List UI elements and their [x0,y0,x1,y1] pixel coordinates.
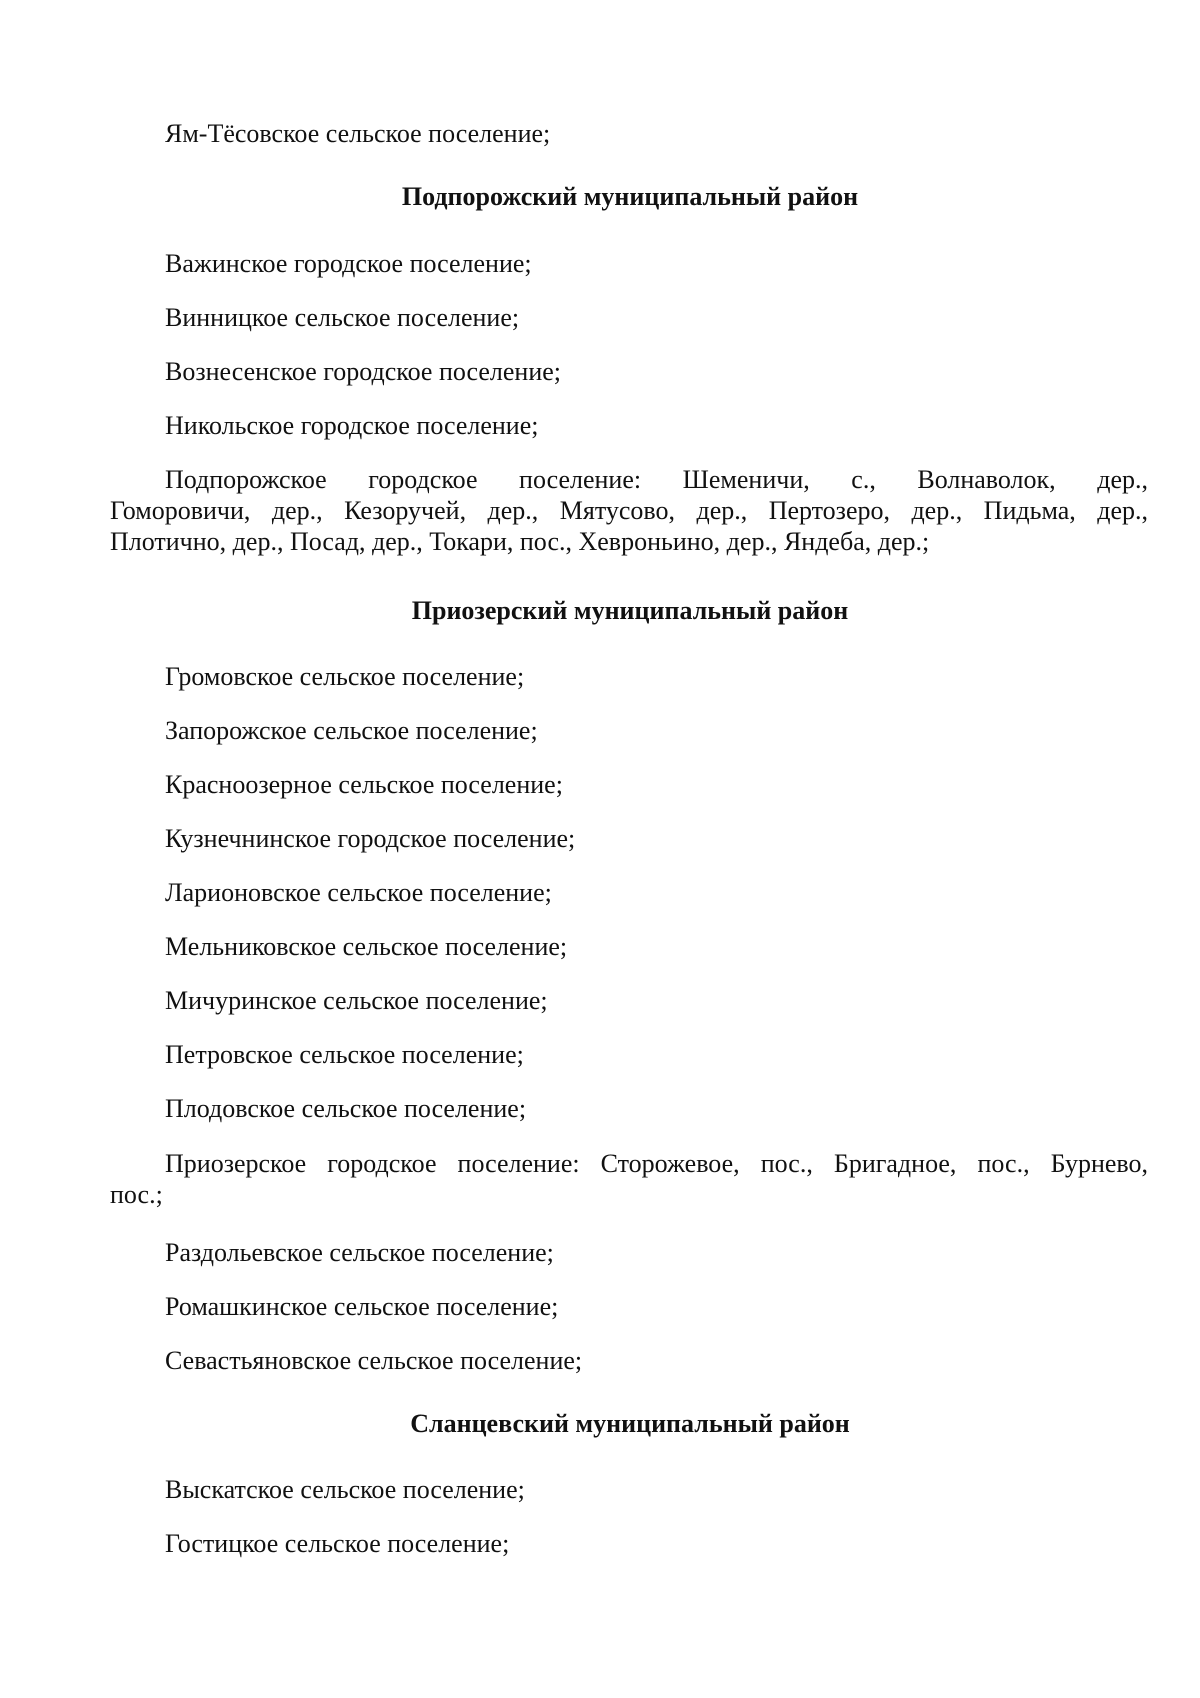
settlement-item: Выскатское сельское поселение; [165,1475,525,1504]
settlement-item: Севастьяновское сельское поселение; [165,1346,583,1375]
settlement-item: Громовское сельское поселение; [165,662,525,691]
settlement-item: Ромашкинское сельское поселение; [165,1292,559,1321]
settlement-paragraph [110,464,1148,557]
paragraph-line: Приозерское городское поселение: Сторожевое, пос., Бригадное, пос., Бурнево, [165,1149,1148,1178]
settlement-item: Петровское сельское поселение; [165,1040,524,1069]
settlement-item: Вознесенское городское поселение; [165,357,562,386]
paragraph-line: Подпорожское городское поселение: Шеменичи, с., Волнаволок, дер., [165,465,1148,494]
district-heading: Сланцевский муниципальный район [410,1409,850,1438]
paragraph-line: Гоморовичи, дер., Кезоручей, дер., Мятусово, дер., Пертозеро, дер., Пидьма, дер., [110,496,1148,525]
settlement-item: Никольское городское поселение; [165,411,539,440]
settlement-item: Раздольевское сельское поселение; [165,1238,554,1267]
settlement-item: Гостицкое сельское поселение; [165,1529,510,1558]
settlement-item: Винницкое сельское поселение; [165,303,520,332]
paragraph-line: Плотично, дер., Посад, дер., Токари, пос., Хевроньино, дер., Яндеба, дер.; [110,527,930,556]
settlement-item: Мельниковское сельское поселение; [165,932,568,961]
settlement-item: Важинское городское поселение; [165,249,532,278]
settlement-item: Кузнечнинское городское поселение; [165,824,576,853]
settlement-item: Мичуринское сельское поселение; [165,986,548,1015]
settlement-item: Красноозерное сельское поселение; [165,770,563,799]
settlement-item: Запорожское сельское поселение; [165,716,538,745]
settlement-item: Ям-Тёсовское сельское поселение; [165,119,551,148]
settlement-paragraph [110,1148,1148,1210]
settlement-item: Плодовское сельское поселение; [165,1094,527,1123]
district-heading: Приозерский муниципальный район [411,596,849,625]
district-heading: Подпорожский муниципальный район [401,182,859,211]
paragraph-line: пос.; [110,1180,163,1209]
settlement-item: Ларионовское сельское поселение; [165,878,552,907]
